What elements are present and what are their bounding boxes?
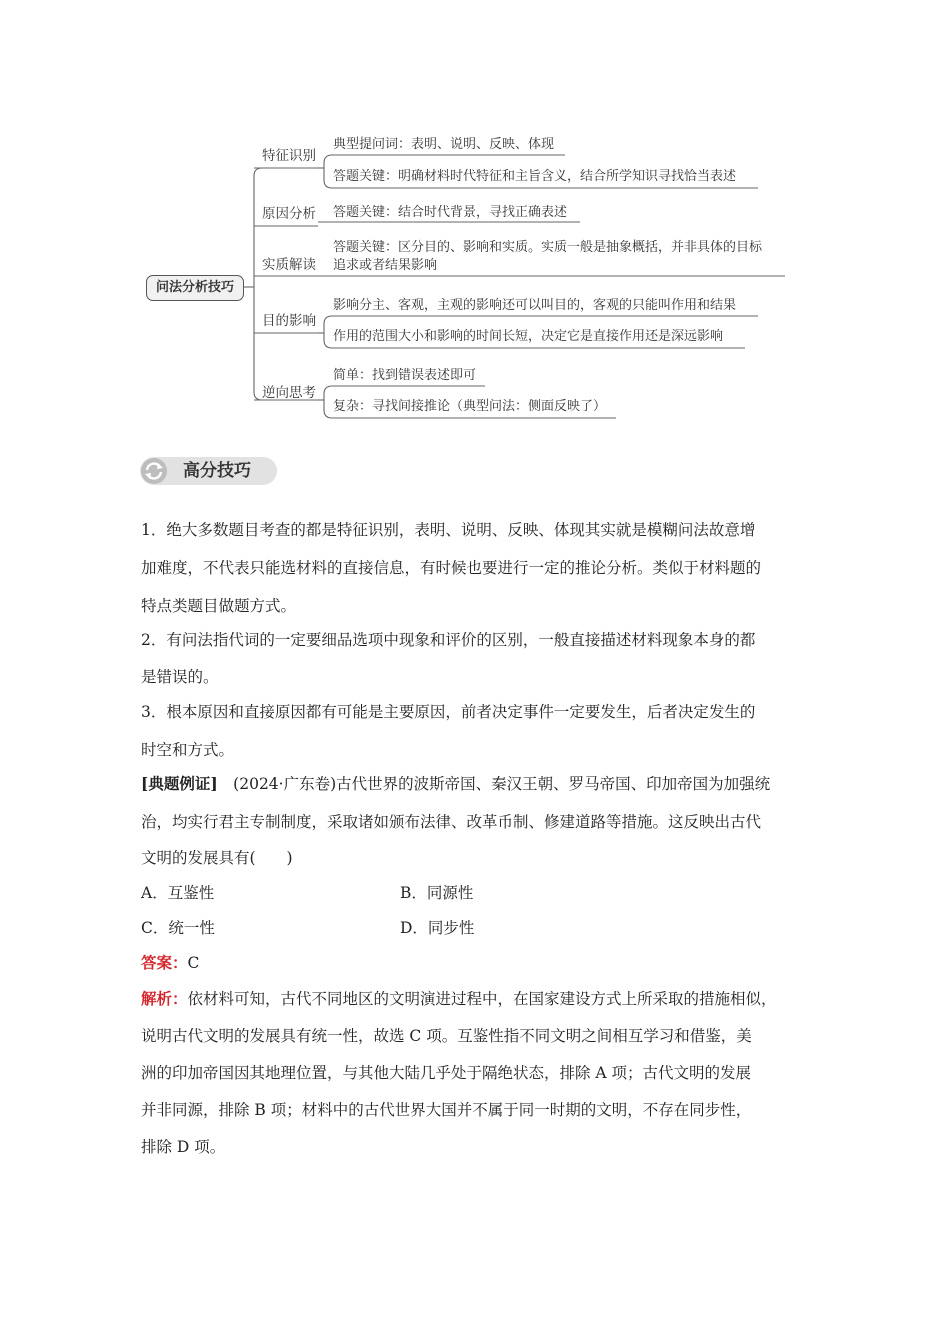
branch-item: 影响分主、客观，主观的影响还可以叫目的，客观的只能叫作用和结果 <box>333 298 737 313</box>
answer-line <box>141 953 199 973</box>
branch-item: 典型提问词：表明、说明、反映、体现 <box>333 137 555 152</box>
branch-item: 答题关键：区分目的、影响和实质。实质一般是抽象概括，并非具体的目标 <box>333 240 763 255</box>
analysis-line: 说明古代文明的发展具有统一性，故选 C 项。互鉴性指不同文明之间相互学习和借鉴，美 <box>141 1027 752 1045</box>
branch-label-purpose: 目的影响 <box>262 313 316 329</box>
analysis-line: 排除 D 项。 <box>141 1138 226 1156</box>
branch-label-cause: 原因分析 <box>262 206 316 222</box>
option-d: D．同步性 <box>400 919 475 937</box>
option-c: C．统一性 <box>141 919 215 937</box>
answer-value: C <box>187 954 200 972</box>
analysis-line <box>141 989 777 1009</box>
example-stem-line <box>141 774 770 794</box>
tip-line: 加难度，不代表只能选材料的直接信息，有时候也要进行一定的推论分析。类似于材料题的 <box>141 559 762 577</box>
branch-item: 简单：找到错误表述即可 <box>333 368 477 383</box>
tip-line: 时空和方式。 <box>141 741 235 759</box>
analysis-label: 解析： <box>141 989 188 1008</box>
analysis-line: 并非同源，排除 B 项；材料中的古代世界大国并不属于同一时期的文明，不存在同步性， <box>141 1101 752 1119</box>
example-stem-line: 文明的发展具有( ) <box>141 849 293 867</box>
branch-item: 答题关键：明确材料时代特征和主旨含义，结合所学知识寻找恰当表述 <box>333 169 737 184</box>
tip-line: 1．绝大多数题目考查的都是特征识别，表明、说明、反映、体现其实就是模糊问法故意增 <box>141 521 756 539</box>
tip-line: 特点类题目做题方式。 <box>141 597 297 615</box>
mindmap-root: 问法分析技巧 <box>146 275 244 301</box>
example-stem-line: 治，均实行君主专制制度，采取诸如颁布法律、改革币制、修建道路等措施。这反映出古代 <box>141 813 762 831</box>
section-title: 高分技巧 <box>183 461 251 481</box>
branch-item: 复杂：寻找间接推论（典型问法：侧面反映了） <box>333 399 607 414</box>
example-tag: [典题例证] <box>141 774 218 793</box>
tip-line: 2．有问法指代词的一定要细品选项中现象和评价的区别，一般直接描述材料现象本身的都 <box>141 631 756 649</box>
branch-label-feature: 特征识别 <box>262 148 316 164</box>
option-b: B．同源性 <box>400 884 474 902</box>
branch-item: 追求或者结果影响 <box>333 258 438 273</box>
branch-label-reverse: 逆向思考 <box>262 385 316 401</box>
tip-line: 是错误的。 <box>141 668 219 686</box>
analysis-text: 依材料可知，古代不同地区的文明演进过程中，在国家建设方式上所采取的措施相似， <box>187 990 777 1008</box>
branch-item: 答题关键：结合时代背景，寻找正确表述 <box>333 205 568 220</box>
branch-item: 作用的范围大小和影响的时间长短，决定它是直接作用还是深远影响 <box>333 329 724 344</box>
answer-label: 答案： <box>141 953 188 972</box>
tip-line: 3．根本原因和直接原因都有可能是主要原因，前者决定事件一定要发生，后者决定发生的 <box>141 703 756 721</box>
cycle-arrows-icon <box>140 457 168 485</box>
branch-label-essence: 实质解读 <box>262 257 316 273</box>
analysis-line: 洲的印加帝国因其地理位置，与其他大陆几乎处于隔绝状态，排除 A 项；古代文明的发展 <box>141 1064 752 1082</box>
example-stem-text: (2024·广东卷)古代世界的波斯帝国、秦汉王朝、罗马帝国、印加帝国为加强统 <box>217 775 771 793</box>
option-a: A．互鉴性 <box>141 884 215 902</box>
